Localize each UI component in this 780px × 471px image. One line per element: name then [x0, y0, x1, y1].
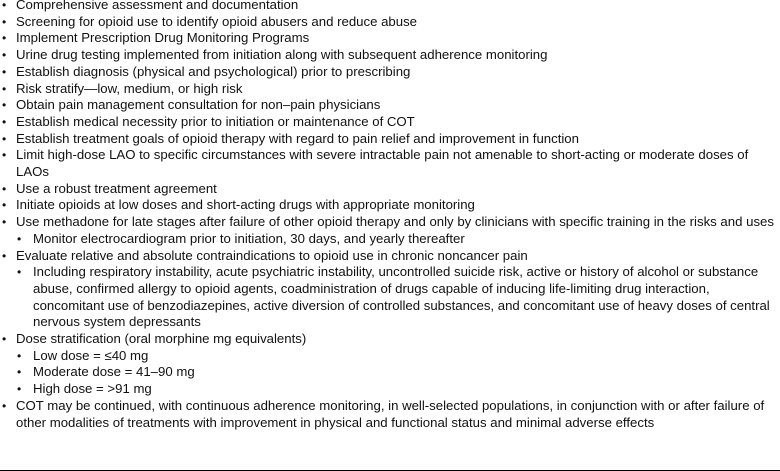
list-item [0, 197, 776, 214]
list-item-text: High dose = >91 mg [33, 381, 152, 397]
bullet: • [2, 64, 7, 79]
list-item [0, 131, 776, 148]
sub-list-item [0, 381, 776, 398]
list-item-text: Low dose = ≤40 mg [33, 347, 149, 363]
bullet: • [2, 114, 7, 129]
list-item-text: Implement Prescription Drug Monitoring Programs [16, 30, 310, 46]
list-item [0, 147, 776, 180]
list-item-text: Establish treatment goals of opioid therapy with regard to pain relief and improvement in function [16, 130, 579, 146]
list-item-text: Screening for opioid use to identify opioid abusers and reduce abuse [16, 13, 418, 29]
bullet: • [2, 131, 7, 146]
list-item-text: Monitor electrocardiogram prior to initiation, 30 days, and yearly thereafter [33, 230, 465, 246]
list-item-text: COT may be continued, with continuous adherence monitoring, in well-selected populations, in conjunction with or after failure of other modalities of treatments with improvement in physical and functional status and minimal adverse effects [16, 397, 765, 430]
bullet: • [2, 14, 7, 29]
list-item [0, 47, 776, 64]
bullet: • [17, 382, 22, 397]
bullet: • [17, 348, 22, 363]
bullet: • [2, 398, 7, 413]
list-item [0, 214, 776, 231]
list-item-text: Use a robust treatment agreement [16, 180, 217, 196]
bullet: • [17, 365, 22, 380]
sub-list-item [0, 264, 776, 331]
bullet: • [2, 31, 7, 46]
bullet: • [2, 248, 7, 263]
list-item-text: Limit high-dose LAO to specific circumstances with severe intractable pain not amenable to short-acting or moderate doses of LAOs [16, 147, 749, 180]
list-item [0, 97, 776, 114]
list-item [0, 81, 776, 98]
list-item [0, 114, 776, 131]
sub-list-item [0, 364, 776, 381]
list-item-text: Initiate opioids at low doses and short-acting drugs with appropriate monitoring [16, 197, 475, 213]
list-item-text: Including respiratory instability, acute psychiatric instability, uncontrolled suicide risk, active or history of alcohol or substance abuse, confirmed allergy to opioid agents, coadministration of drugs capable of inducing life-limiting drug interaction, concomitant use of benzodiazepines, active diversion of controlled substances, and concomitant use of heavy doses of central nervous system depressants [33, 264, 770, 330]
list-item-text: Moderate dose = 41–90 mg [33, 364, 195, 380]
list-item [0, 398, 776, 431]
list-item-text: Establish diagnosis (physical and psychological) prior to prescribing [16, 63, 411, 79]
list-item [0, 0, 776, 14]
list-item-text: Risk stratify—low, medium, or high risk [16, 80, 243, 96]
list-item [0, 248, 776, 265]
bullet: • [2, 81, 7, 96]
list-item-text: Establish medical necessity prior to initiation or maintenance of COT [16, 113, 415, 129]
bullet: • [2, 148, 7, 163]
list-item-text: Obtain pain management consultation for non–pain physicians [16, 97, 381, 113]
bullet: • [2, 98, 7, 113]
list-item-text: Use methadone for late stages after failure of other opioid therapy and only by clinicians with specific training in the risks and uses [16, 214, 774, 230]
sub-list-item [0, 348, 776, 365]
list-item-text: Dose stratification (oral morphine mg equivalents) [16, 331, 307, 347]
list-item [0, 30, 776, 47]
list-item-text: Comprehensive assessment and documentation [16, 0, 299, 12]
list-item [0, 64, 776, 81]
bullet: • [2, 0, 7, 12]
bullet: • [2, 215, 7, 230]
bullet: • [2, 181, 7, 196]
bullet: • [2, 332, 7, 347]
sub-list-item [0, 231, 776, 248]
list-item-text: Urine drug testing implemented from initiation along with subsequent adherence monitoring [16, 47, 548, 63]
list-item [0, 14, 776, 31]
bullet: • [2, 198, 7, 213]
bullet: • [17, 231, 22, 246]
list-item-text: Evaluate relative and absolute contraindications to opioid use in chronic noncancer pain [16, 247, 528, 263]
bullet: • [17, 265, 22, 280]
bullet: • [2, 48, 7, 63]
list-item [0, 181, 776, 198]
list-item [0, 331, 776, 348]
